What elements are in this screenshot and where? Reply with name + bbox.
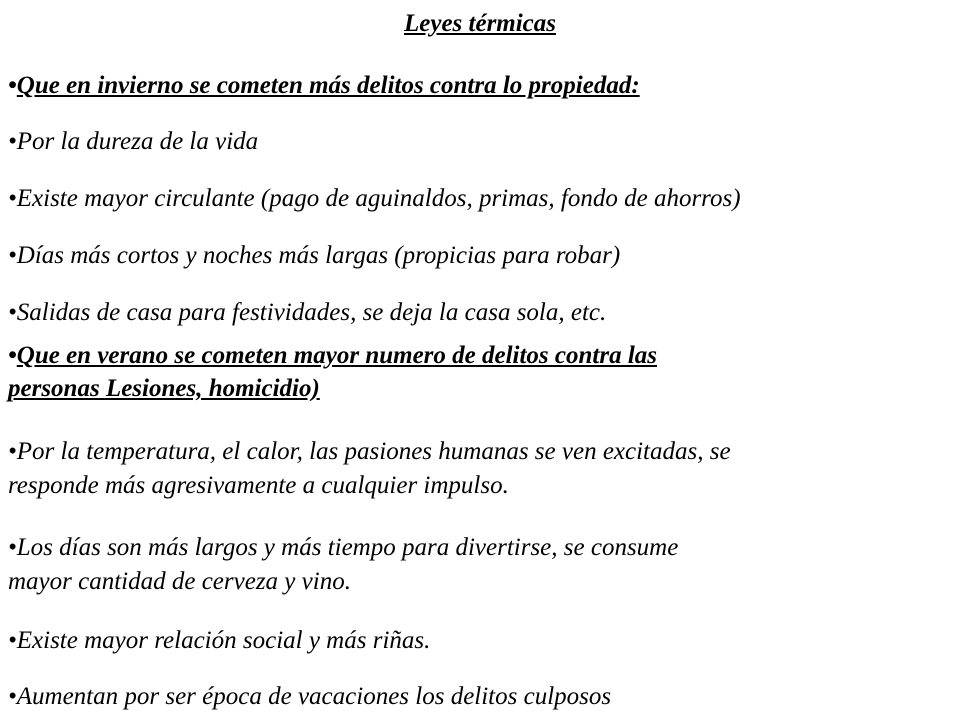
bullet-item	[8, 126, 953, 158]
bullet-glyph: •	[8, 242, 17, 269]
bullet-item-cont	[8, 470, 953, 502]
bullet-text: Aumentan por ser época de vacaciones los delitos culposos	[16, 683, 612, 710]
bullet-text: Salidas de casa para festividades, se deja la casa sola, etc.	[16, 299, 607, 326]
bullet-text: personas Lesiones, homicidio)	[8, 375, 320, 402]
bullet-text: Días más cortos y noches más largas (propicias para robar)	[16, 242, 621, 269]
bullet-glyph: •	[8, 342, 17, 369]
bullet-text: Por la temperatura, el calor, las pasiones humanas se ven excitadas, se	[16, 438, 731, 465]
bullet-text: mayor cantidad de cerveza y vino.	[8, 568, 351, 595]
bullet-glyph: •	[8, 299, 17, 326]
slide-title: Leyes térmicas	[403, 10, 557, 37]
bullet-glyph: •	[8, 627, 17, 654]
bullet-item	[8, 681, 953, 713]
bullet-glyph: •	[8, 185, 17, 212]
bullet-glyph: •	[8, 438, 17, 465]
bullet-heading-summer	[8, 340, 953, 372]
bullet-text: Existe mayor relación social y más riñas.	[16, 627, 431, 654]
bullet-item	[8, 297, 953, 329]
bullet-item	[8, 240, 953, 272]
bullet-text: Existe mayor circulante (pago de aguinaldos, primas, fondo de ahorros)	[16, 185, 741, 212]
bullet-glyph: •	[8, 683, 17, 710]
bullet-text: Que en invierno se cometen más delitos contra lo propiedad:	[16, 72, 640, 99]
bullet-text: responde más agresivamente a cualquier impulso.	[8, 472, 509, 499]
bullet-item	[8, 625, 953, 657]
bullet-item	[8, 532, 953, 564]
bullet-item	[8, 183, 953, 215]
bullet-text: Por la dureza de la vida	[16, 128, 259, 155]
bullet-text: Los días son más largos y más tiempo para divertirse, se consume	[16, 534, 679, 561]
bullet-text: Que en verano se cometen mayor numero de delitos contra las	[16, 342, 658, 369]
bullet-glyph: •	[8, 128, 17, 155]
bullet-item	[8, 436, 953, 468]
bullet-glyph: •	[8, 72, 17, 99]
bullet-heading-winter	[8, 70, 953, 102]
bullet-item-cont	[8, 566, 953, 598]
bullet-heading-summer-cont	[8, 373, 953, 405]
bullet-glyph: •	[8, 534, 17, 561]
